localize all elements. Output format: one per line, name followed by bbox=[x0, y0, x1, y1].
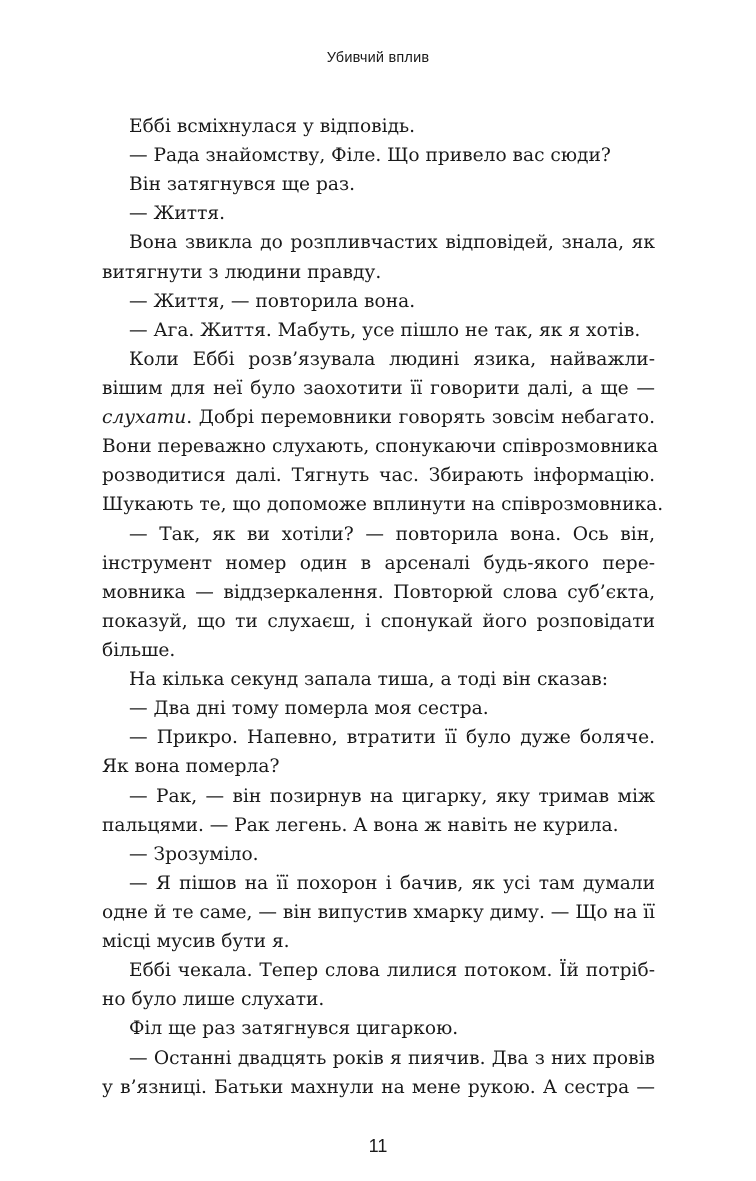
text-line: Як вона померла? bbox=[102, 756, 280, 778]
text-line: — Рада знайомству, Філе. Що привело вас сюди? bbox=[129, 145, 611, 167]
text-line: показуй, що ти слухаєш, і спонукай його розповідати bbox=[102, 610, 655, 632]
text-line: слухати. Добрі перемовники говорять зовсім небагато. bbox=[102, 407, 655, 429]
text-line: Вони переважно слухають, спонукаючи співрозмовника bbox=[102, 436, 659, 458]
text-line: Еббі чекала. Тепер слова лилися потоком. Їй потріб- bbox=[129, 960, 655, 982]
text-line: Філ ще раз затягнувся цигаркою. bbox=[129, 1018, 459, 1040]
text-line: більше. bbox=[102, 639, 176, 661]
text-line: інструмент номер один в арсеналі будь-якого пере- bbox=[102, 552, 655, 574]
text-line: мовника — віддзеркалення. Повторюй слова суб’єкта, bbox=[102, 581, 655, 603]
text-line: На кілька секунд запала тиша, а тоді він сказав: bbox=[129, 669, 609, 691]
text-line: — Останні двадцять років я пиячив. Два з них провів bbox=[129, 1047, 655, 1069]
text-line: но було лише слухати. bbox=[102, 989, 325, 1011]
text-line: Вона звикла до розпливчастих відповідей, знала, як bbox=[129, 232, 655, 254]
text-line: — Я пішов на її похорон і бачив, як усі там думали bbox=[129, 872, 655, 894]
page-number: 11 bbox=[368, 1136, 388, 1156]
text-line: витягнути з людини правду. bbox=[102, 261, 382, 283]
text-line: Шукають те, що допоможе вплинути на співрозмовника. bbox=[102, 494, 664, 516]
text-line: Коли Еббі розв’язувала людині язика, найважли- bbox=[129, 348, 655, 370]
text-line: — Прикро. Напевно, втратити її було дуже боляче. bbox=[129, 727, 655, 749]
text-line: — Рак, — він позирнув на цигарку, яку тримав між bbox=[129, 785, 655, 807]
text-line: — Життя. bbox=[129, 203, 226, 225]
text-line: місці мусив бути я. bbox=[102, 931, 290, 953]
text-line: — Життя, — повторила вона. bbox=[129, 290, 416, 312]
running-head: Убивчий вплив bbox=[326, 50, 430, 66]
text-line: одне й те саме, — він випустив хмарку диму. — Що на її bbox=[102, 901, 655, 923]
text-line: вішим для неї було заохотити її говорити далі, а ще — bbox=[102, 377, 655, 399]
emphasis: слухати bbox=[102, 407, 187, 429]
text-line: — Ага. Життя. Мабуть, усе пішло не так, як я хотів. bbox=[129, 319, 641, 341]
text-line: — Так, як ви хотіли? — повторила вона. Ось він, bbox=[129, 523, 655, 545]
text-line: розводитися далі. Тягнуть час. Збирають інформацію. bbox=[102, 465, 655, 487]
text-line: у в’язниці. Батьки махнули на мене рукою. А сестра — bbox=[102, 1076, 655, 1098]
body-text bbox=[102, 112, 664, 1102]
text-line: Еббі всміхнулася у відповідь. bbox=[129, 116, 416, 137]
text-line: пальцями. — Рак легень. А вона ж навіть не курила. bbox=[102, 814, 619, 836]
text-line: Він затягнувся ще раз. bbox=[129, 174, 355, 196]
text-line: — Зрозуміло. bbox=[129, 843, 259, 865]
text-line: — Два дні тому померла моя сестра. bbox=[129, 698, 489, 720]
